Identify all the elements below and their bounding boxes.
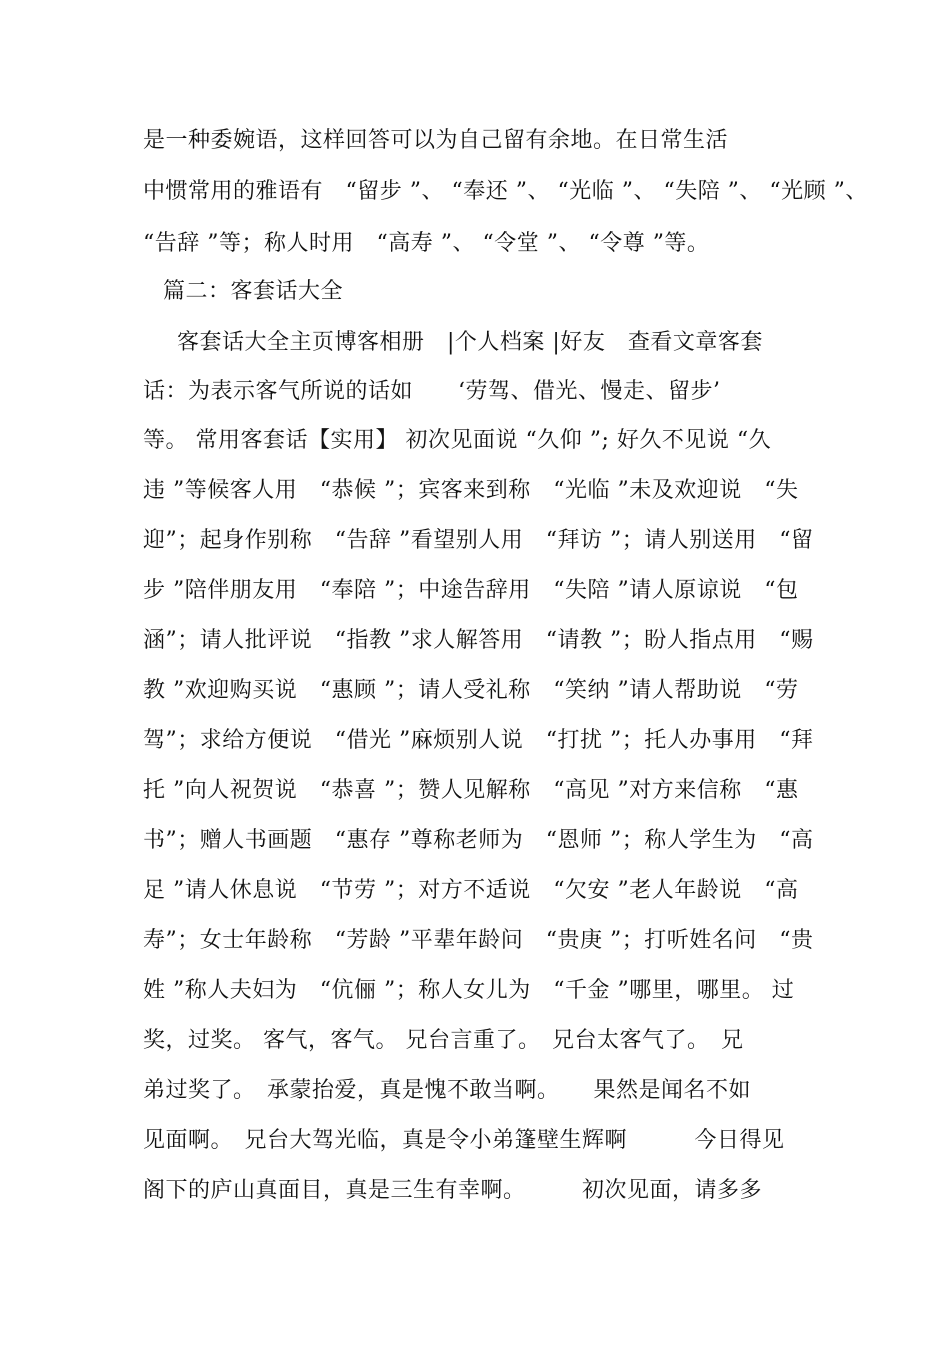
text-line-16: 足 ”请人休息说 “节劳 ”；对方不适说 “欠安 ”老人年龄说 “高 [143,878,799,903]
text-line-17: 寿”；女士年龄称 “芳龄 ”平辈年龄问 “贵庚 ”；打听姓名问 “贵 [143,928,814,953]
text-line-8: 违 ”等候客人用 “恭候 ”；宾客来到称 “光临 ”未及欢迎说 “失 [143,478,799,503]
text-line-9: 迎”；起身作别称 “告辞 ”看望别人用 “拜访 ”；请人别送用 “留 [143,528,814,553]
text-line-2: 中惯常用的雅语有 “留步 ”、 “奉还 ”、 “光临 ”、 “失陪 ”、 “光顾 ”、 [143,179,868,204]
text-line-15: 书”；赠人书画题 “惠存 ”尊称老师为 “恩师 ”；称人学生为 “高 [143,828,814,853]
text-line-3: “告辞 ”等；称人时用 “高寿 ”、 “令堂 ”、 “令尊 ”等。 [143,231,710,256]
text-line-7: 等。 常用客套话【实用】 初次见面说 “久仰 ”; 好久不见说 “久 [143,428,772,453]
text-line-13: 驾”；求给方便说 “借光 ”麻烦别人说 “打扰 ”；托人办事用 “拜 [143,728,814,753]
text-line-1: 是一种委婉语，这样回答可以为自己留有余地。在日常生活 [143,128,729,153]
text-line-21: 见面啊。 兄台大驾光临，真是令小弟篷壁生辉啊 今日得见 [143,1128,785,1153]
text-line-19: 奖，过奖。 客气，客气。 兄台言重了。 兄台太客气了。 兄 [143,1028,744,1053]
text-line-22: 阁下的庐山真面目，真是三生有幸啊。 初次见面，请多多 [143,1178,763,1203]
text-line-20: 弟过奖了。 承蒙抬爱，真是愧不敢当啊。 果然是闻名不如 [143,1078,752,1103]
text-line-11: 涵”；请人批评说 “指教 ”求人解答用 “请教 ”；盼人指点用 “赐 [143,628,814,653]
text-line-6: 话：为表示客气所说的话如 ‘劳驾、借光、慢走、留步’ [143,379,721,404]
text-line-5: 客套话大全主页博客相册 |个人档案 |好友 查看文章客套 [177,330,763,355]
text-line-18: 姓 ”称人夫妇为 “伉俪 ”；称人女儿为 “千金 ”哪里，哪里。 过 [143,978,795,1003]
text-line-14: 托 ”向人祝贺说 “恭喜 ”；赞人见解称 “高见 ”对方来信称 “惠 [143,778,799,803]
text-line-10: 步 ”陪伴朋友用 “奉陪 ”；中途告辞用 “失陪 ”请人原谅说 “包 [143,578,799,603]
text-line-12: 教 ”欢迎购买说 “惠顾 ”；请人受礼称 “笑纳 ”请人帮助说 “劳 [143,678,799,703]
section-heading: 篇二：客套话大全 [163,279,344,304]
